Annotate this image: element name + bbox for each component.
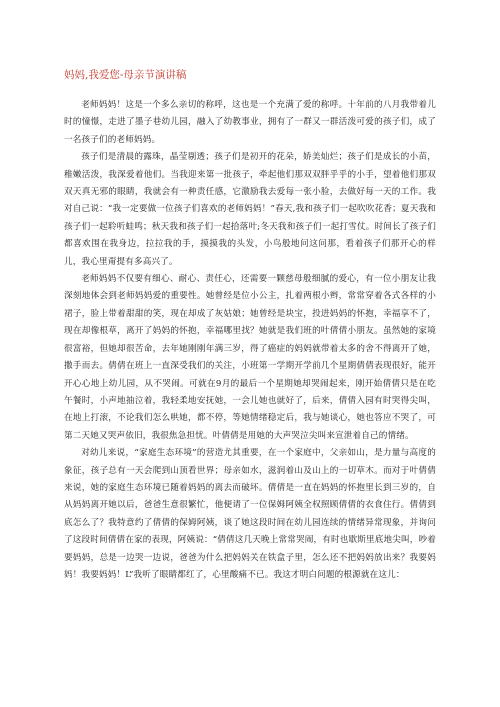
document-title: 妈妈,我爱您-母亲节演讲稿 bbox=[64, 69, 187, 81]
paragraph-3: 老师妈妈不仅要有细心、耐心、责任心，还需要一颗慈母般细腻的爱心，有一位小朋友让我深刻地体会到老师妈妈爱的重要性。她曾经是位小公主，扎着两根小辫，常常穿着各式各样的小裙子，脸上带着甜甜的笑，现在却成了灰姑娘；她曾经是块宝，投进妈妈的怀抱，幸福享不了，现在却像根草，离开了妈妈的怀抱，幸福哪里找？她就是我们班的叶倩倩小朋友。虽然她的家境很富裕，但她却很苦命，去年她刚刚年满三岁，得了癌症的妈妈就带着太多的舍不得离开了她，撒手而去。倩倩在班上一直深受我们的关注，小班第一学期开学前几个星期倩倩表现很好，能开开心心地上幼儿园，从不哭闹。可就在9月的最后一个星期她却哭闹起来，刚开始倩倩只是在吃午餐时，小声地抽泣着，我轻柔地安抚她，一会儿她也就好了，后来，倩倩入园有时哭得尖叫，在地上打滚，不论我们怎么哄她，都不停，等她情绪稳定后，我与她谈心，她也答应不哭了，可第二天她又哭声依旧，我很焦急担忧。叶倩倩是用她的大声哭泣尖叫来宣泄着自己的情绪。 bbox=[64, 274, 436, 441]
document-page bbox=[64, 68, 436, 584]
document-body bbox=[64, 97, 436, 584]
paragraph-1: 老师妈妈！这是一个多么亲切的称呼，这也是一个充满了爱的称呼。十年前的八月我带着儿时的憧憬，走进了墨子巷幼儿园，融入了幼教事业，拥有了一群又一群活泼可爱的孩子们，成了一名孩子们的老师妈妈。 bbox=[64, 100, 436, 145]
paragraph-2: 孩子们是清晨的露珠，晶莹剔透；孩子们是初开的花朵，娇美灿烂；孩子们是成长的小苗，稚嫩活泼，我深爱着他们。当我迎来第一批孩子，牵起他们那双双胖乎乎的小手，望着他们那双双天真无邪的眼睛，我就会有一种责任感，它激励我去爱每一张小脸，去做好每一天的工作。我对自己说：“我一定要做一位孩子们喜欢的老师妈妈！”春天,我和孩子们一起吹吹花香；夏天我和孩子们一起聆听蛙鸣；秋天我和孩子们一起拾落叶;冬天我和孩子们一起打雪仗。时间长了孩子们都喜欢围在我身边，拉拉我的手，摸摸我的头发，小鸟般地问这问那，看着孩子们那开心的样儿，我心里甭提有多高兴了。 bbox=[64, 152, 436, 267]
paragraph-4: 对幼儿来说，“家庭生态环境”的营造尤其重要，在一个家庭中，父亲如山，是力量与高度的象征，孩子总有一天会爬到山顶看世界；母亲如水，滋润着山及山上的一切草木。而对于叶倩倩来说，她的家庭生态环境已随着妈妈的离去而破坏。倩倩是一直在妈妈的怀抱里长到三岁的，自从妈妈离开她以后，爸爸生意很繁忙，他便请了一位保姆阿姨全权照顾倩倩的衣食住行。倩倩到底怎么了？我特意约了倩倩的保姆阿姨，谈了她这段时间在幼儿园连续的情绪异常现象，并询问了这段时间倩倩在家的表现，阿姨说：“倩倩这几天晚上常常哭闹，有时也歇斯里底地尖叫，吵着要妈妈，总是一边哭一边说，爸爸为什么把妈妈关在铁盒子里，怎么还不把妈妈放出来？我要妈妈！我要妈妈！L”我听了眼睛都红了，心里酸痛不已。我这才明白问题的根源就在这儿： bbox=[64, 448, 436, 580]
